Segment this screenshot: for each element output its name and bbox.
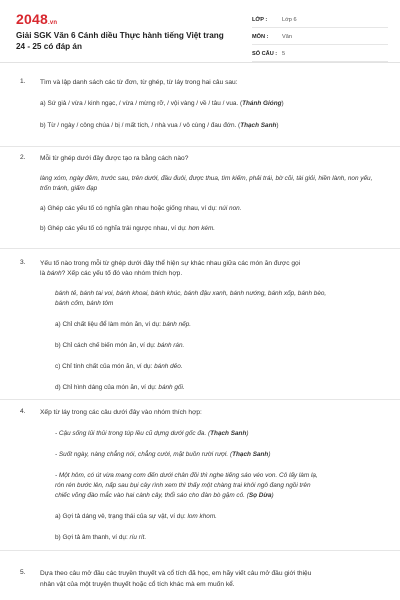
answer-item-b <box>40 121 380 131</box>
meta-value: 5 <box>282 51 286 57</box>
answer-item-b <box>55 533 380 543</box>
quote-text: - Cậu sống lủi thủi trong túp lều cũ dựng dưới gốc đa. ( <box>55 430 211 437</box>
item-end: ) <box>281 100 284 107</box>
long-quote-line-2: rón rén bước lên, nấp sau bụi cây rình xem thì thấy một chàng trai khôi ngô đang ngồi trên <box>55 482 311 489</box>
item-text: b) Chỉ cách chế biến món ăn, ví dụ: <box>55 342 158 349</box>
answer-item-a <box>40 99 380 109</box>
question-prompt: Mỗi từ ghép dưới đây được tạo ra bằng cách nào? <box>40 155 189 162</box>
item-example: bánh rán. <box>157 342 185 349</box>
answer-item-d <box>55 383 380 393</box>
long-quote-line-3 <box>55 491 380 501</box>
question-number: 2. <box>20 154 26 161</box>
item-example: bánh gối. <box>158 384 185 391</box>
item-text: a) Ghép các yếu tố có nghĩa gần nhau hoặc giống nhau, ví dụ: <box>40 205 219 212</box>
question-prompt: Tìm và lập danh sách các từ đơn, từ ghép, từ láy trong hai câu sau: <box>40 79 238 86</box>
question-prompt-line-2: nhân vật của một truyện thuyết hoặc cổ tích khác mà em muốn kể. <box>40 581 235 588</box>
item-text: c) Chỉ tính chất của món ăn, ví dụ: <box>55 363 155 370</box>
question-number: 3. <box>20 259 26 266</box>
question-number: 4. <box>20 408 26 415</box>
quote-source: Sọ Dừa <box>248 492 272 499</box>
question-number: 1. <box>20 78 26 85</box>
question-number: 5. <box>20 569 26 576</box>
answer-item-a <box>40 204 380 214</box>
item-example: ríu rít. <box>129 534 147 541</box>
item-text: a) Chỉ chất liệu để làm món ăn, ví dụ: <box>55 321 163 328</box>
divider <box>0 146 400 147</box>
divider <box>0 399 400 400</box>
answer-item-a <box>55 512 380 522</box>
word-list: làng xóm, ngày đêm, trước sau, trên dưới, đầu đuôi, được thua, tìm kiếm, phải trái, bờ cõi, tài giỏi, hiền lành, non yếu, trốn tránh, giấm đạp <box>40 175 373 192</box>
item-text: b) Ghép các yếu tố có nghĩa trái ngược nhau, ví dụ: <box>40 225 189 232</box>
item-text: a) Sứ giả / vừa / kinh ngạc, / vừa / mừng rỡ, / vội vàng / về / tâu / vua. ( <box>40 100 243 107</box>
item-example: bánh dẻo. <box>154 363 183 370</box>
site-logo[interactable] <box>16 11 57 27</box>
meta-value: Văn <box>282 34 292 40</box>
meta-key: LỚP : <box>252 17 268 23</box>
prompt-text: là <box>40 270 47 277</box>
question-prompt-line-1: Yếu tố nào trong mỗi từ ghép dưới đây thể hiện sự khác nhau giữa các món ăn được gọi <box>40 260 301 267</box>
quote-source: Thạch Sanh <box>210 430 247 437</box>
item-example: hơn kém. <box>188 225 216 232</box>
prompt-word: bánh <box>46 270 62 277</box>
answer-item-c <box>55 362 380 372</box>
meta-info <box>252 13 388 64</box>
divider <box>0 550 400 551</box>
quote-end: ) <box>268 451 271 458</box>
meta-row-class <box>252 13 388 28</box>
divider <box>0 248 400 249</box>
quote-text: chiếc võng đào mắc vào hai cành cây, thổi sáo cho đàn bò gặm cỏ. ( <box>55 492 249 499</box>
item-text: b) Gợi tả âm thanh, ví dụ: <box>55 534 130 541</box>
word-list-line-1: bánh tẻ, bánh tai voi, bánh khoai, bánh khúc, bánh đậu xanh, bánh nướng, bánh xốp, bánh bèo, <box>55 290 327 297</box>
quote-end: ) <box>271 492 274 499</box>
question-prompt-line-2 <box>40 269 380 279</box>
item-text: a) Gợi tả dáng vẻ, trạng thái của sự vật, ví dụ: <box>55 513 188 520</box>
quote-source: Thạch Sanh <box>232 451 269 458</box>
quote-text: - Suốt ngày, nàng chẳng nói, chẳng cười, mặt buồn rười rượi. ( <box>55 451 233 458</box>
item-text: d) Chỉ hình dáng của món ăn, ví dụ: <box>55 384 159 391</box>
logo-main: 2048 <box>16 11 48 27</box>
page-header <box>0 0 400 63</box>
question-prompt-line-1: Dựa theo câu mở đầu các truyền thuyết và cổ tích đã học, em hãy viết câu mở đầu giới thiệu <box>40 570 312 577</box>
meta-row-count <box>252 47 388 62</box>
item-example: lom khom. <box>187 513 217 520</box>
meta-key: MÔN : <box>252 34 269 40</box>
item-example: bánh nếp. <box>162 321 192 328</box>
item-source: Thánh Gióng <box>242 100 282 107</box>
answer-item-a <box>55 320 380 330</box>
answer-item-b <box>55 341 380 351</box>
item-source: Thạch Sanh <box>240 122 277 129</box>
prompt-tail: ? Xếp các yếu tố đó vào nhóm thích hợp. <box>61 270 183 277</box>
item-text: b) Từ / ngày / công chúa / bị / mất tích, / nhà vua / vô cùng / đau đớn. ( <box>40 122 241 129</box>
question-prompt: Xếp từ láy trong các câu dưới đây vào nhóm thích hợp: <box>40 409 202 416</box>
meta-value: Lớp 6 <box>282 17 297 23</box>
logo-suffix: .vn <box>47 20 58 26</box>
quote-2 <box>55 450 380 460</box>
item-example: núi non. <box>218 205 242 212</box>
quote-end: ) <box>246 430 249 437</box>
long-quote-line-1: - Một hôm, có út vừa mang cơm đến dưới chân đồi thì nghe tiếng sáo véo von. Cô lấy làm lạ, <box>55 472 318 479</box>
page-title: Giải SGK Văn 6 Cánh diều Thực hành tiếng Việt trang 24 - 25 có đáp án <box>16 31 224 51</box>
meta-key: SỐ CÂU : <box>252 51 278 57</box>
item-end: ) <box>276 122 279 129</box>
quote-1 <box>55 429 380 439</box>
answer-item-b <box>40 224 380 234</box>
word-list-line-2: bánh cốm, bánh tôm <box>55 300 114 307</box>
meta-row-subject <box>252 30 388 45</box>
